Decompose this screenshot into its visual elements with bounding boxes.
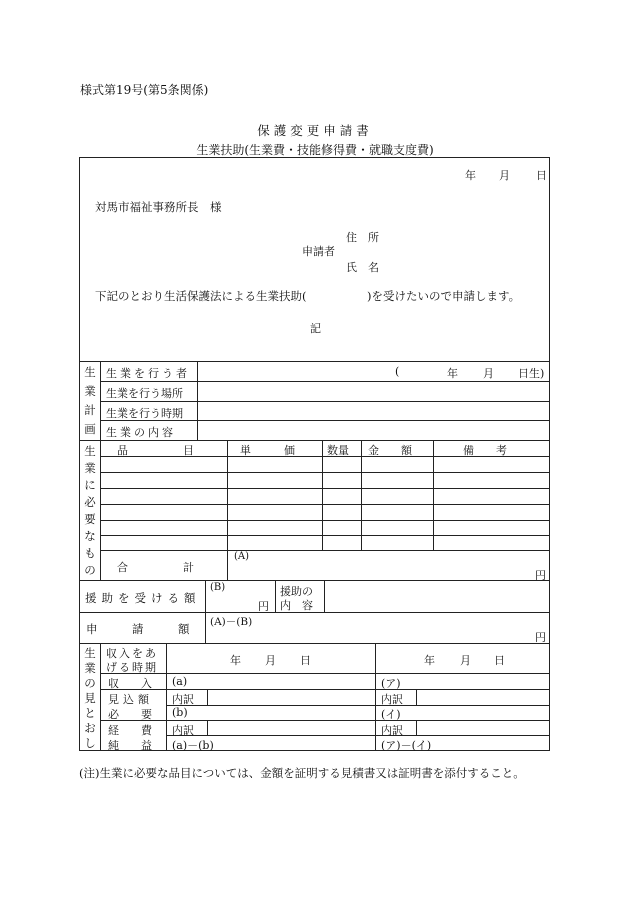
birth-year: 年 (447, 367, 458, 380)
col-amount-header: 金 額 (368, 444, 412, 457)
form-title: 保護変更申請書 (257, 123, 373, 138)
request-prefix: 下記のとおり生活保護法による生業扶助( (95, 289, 307, 303)
period-month-2: 月 (460, 654, 471, 667)
period-day-1: 日 (300, 654, 311, 667)
applicant-label: 申請者 (302, 245, 335, 258)
net-kaki: (ア)－(イ) (381, 739, 432, 752)
plan-row-content: 生業の内容 (106, 426, 176, 439)
ki-label: 記 (310, 322, 321, 335)
form-subtitle: 生業扶助(生業費・技能修得費・就職支度費) (196, 143, 434, 157)
income-l1: 収 入 (108, 677, 152, 690)
net-ab: (a)－(b) (172, 739, 214, 752)
apply-yen: 円 (535, 631, 546, 644)
period-l2: げる時期 (106, 661, 158, 674)
income-l2: 見込額 (108, 693, 153, 706)
expense-ki: (イ) (381, 708, 401, 721)
expense-l1: 必 要 (108, 708, 152, 721)
request-suffix: )を受けたいので申請します。 (367, 289, 521, 303)
date-month: 月 (499, 169, 510, 182)
expense-l2: 経 費 (108, 724, 152, 737)
addressee: 対馬市福祉事務所長 様 (95, 200, 222, 214)
period-year-1: 年 (230, 654, 241, 667)
period-l1: 収入をあ (106, 647, 158, 660)
items-side-label: 生 業 に 必 要 な も の (84, 444, 96, 577)
footnote: (注)生業に必要な品目については、金額を証明する見積書又は証明書を添付すること。 (79, 766, 525, 780)
birth-month: 月 (483, 367, 494, 380)
apply-label: 申 請 額 (86, 622, 190, 636)
plan-row-place: 生業を行う場所 (106, 387, 183, 400)
period-year-2: 年 (424, 654, 435, 667)
aid-label: 援助を受ける額 (85, 591, 201, 605)
expense-breakdown-1: 内訳 (172, 724, 194, 737)
aid-yen: 円 (258, 600, 269, 613)
period-month-1: 月 (265, 654, 276, 667)
total-yen: 円 (535, 569, 546, 582)
expense-breakdown-2: 内訳 (381, 724, 403, 737)
col-unit-header: 単 価 (240, 444, 295, 457)
expense-b: (b) (172, 706, 188, 719)
col-qty-header: 数量 (327, 444, 349, 457)
name-label: 氏 名 (346, 261, 379, 274)
birth-open: ( (395, 365, 400, 378)
address-label: 住 所 (346, 231, 379, 244)
income-breakdown-1: 内訳 (172, 693, 194, 706)
plan-side-label: 生 業 計 画 (84, 365, 96, 436)
date-day: 日 (536, 169, 547, 182)
income-ka: (ア) (381, 677, 401, 690)
total-label: 合 計 (117, 561, 194, 574)
income-breakdown-2: 内訳 (381, 693, 403, 706)
plan-row-person: 生業を行う者 (106, 367, 190, 380)
aid-content-l2: 内 容 (280, 599, 313, 612)
net-label: 純 益 (108, 739, 152, 752)
birth-day: 日生) (518, 367, 545, 380)
apply-formula: (A)－(B) (210, 616, 253, 628)
aid-content-l1: 援助の (280, 585, 313, 598)
total-mark: (A) (234, 551, 250, 562)
col-item-header: 品 目 (117, 444, 194, 457)
date-year: 年 (465, 169, 476, 182)
income-a: (a) (172, 675, 188, 688)
aid-mark: (B) (210, 582, 226, 593)
col-note-header: 備 考 (463, 444, 507, 457)
form-label: 様式第19号(第5条関係) (80, 83, 209, 97)
outlook-side-label: 生 業 の 見 と お し (84, 646, 96, 750)
period-day-2: 日 (494, 654, 505, 667)
plan-row-time: 生業を行う時期 (106, 407, 183, 420)
